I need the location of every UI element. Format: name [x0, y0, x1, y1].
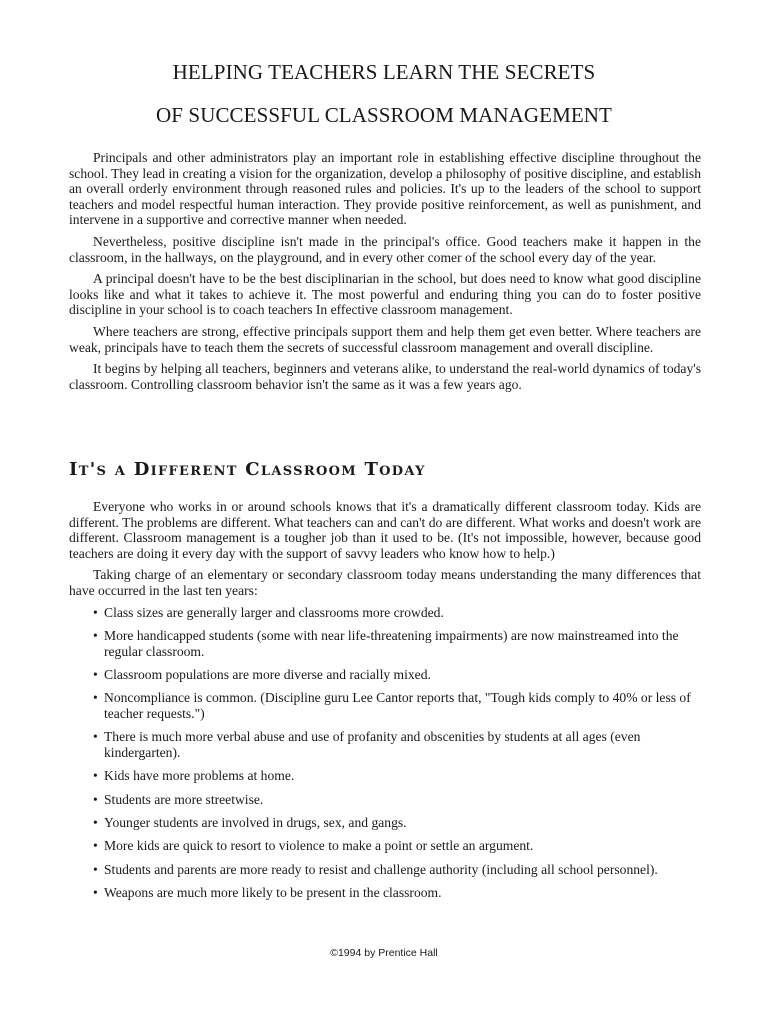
- title-line-2: OF SUCCESSFUL CLASSROOM MANAGEMENT: [156, 103, 612, 127]
- list-item: [69, 815, 701, 831]
- bullet-icon: •: [93, 885, 98, 901]
- list-item: [69, 792, 701, 808]
- section-body: [69, 499, 701, 909]
- list-item: [69, 690, 701, 721]
- bullet-icon: •: [93, 815, 98, 831]
- list-item: [69, 862, 701, 878]
- list-item: [69, 768, 701, 784]
- bullet-icon: •: [93, 627, 98, 643]
- differences-list: [69, 605, 701, 901]
- bullet-icon: •: [93, 666, 98, 682]
- list-item: [69, 628, 701, 659]
- section-paragraph: Everyone who works in or around schools knows that it's a dramatically different classroom today. Kids are different. The problems are different. What teachers can and can't do are different. What works and doesn't work are different. Classroom management is a tougher job than it used to be. (It's not impossible, however, because good teachers are doing it every day with the support of savvy leaders who know how to help.): [69, 499, 701, 561]
- bullet-icon: •: [93, 838, 98, 854]
- list-item: [69, 885, 701, 901]
- list-item: [69, 729, 701, 760]
- list-item-text: Class sizes are generally larger and classrooms more crowded.: [104, 604, 444, 620]
- intro-paragraph: Where teachers are strong, effective principals support them and help them get even better. Where teachers are weak, principals have to teach them the secrets of successful classroom management and overall discipline.: [69, 323, 701, 355]
- bullet-icon: •: [93, 604, 98, 620]
- bullet-icon: •: [93, 768, 98, 784]
- bullet-icon: •: [93, 791, 98, 807]
- intro-paragraph: Principals and other administrators play an important role in establishing effective discipline throughout the school. They lead in creating a vision for the organization, develop a philosophy of positive discipline, and establish an overall orderly environment through reasoned rules and policies. It's up to the leaders of the school to support teachers and model respectful human interaction. They provide positive reinforcement, as well as punishment, and intervene in a supportive and corrective manner when needed.: [69, 150, 701, 228]
- list-item-text: More handicapped students (some with near life-threatening impairments) are now mainstreamed into the regular classroom.: [104, 627, 679, 659]
- bullet-icon: •: [93, 861, 98, 877]
- list-item-text: Younger students are involved in drugs, sex, and gangs.: [104, 815, 407, 831]
- list-item-text: More kids are quick to resort to violence to make a point or settle an argument.: [104, 838, 534, 854]
- list-item-text: Kids have more problems at home.: [104, 768, 295, 784]
- section-heading: It's a Different Classroom Today: [69, 459, 426, 480]
- intro-section: [69, 150, 701, 398]
- bullet-icon: •: [93, 690, 98, 706]
- list-item: [69, 605, 701, 621]
- list-item: [69, 667, 701, 683]
- list-item-text: There is much more verbal abuse and use of profanity and obscenities by students at all ages (even kindergarten).: [104, 729, 641, 760]
- intro-paragraph: It begins by helping all teachers, beginners and veterans alike, to understand the real-world dynamics of today's classroom. Controlling classroom behavior isn't the same as it was a few years ago.: [69, 361, 701, 392]
- title-line-1: HELPING TEACHERS LEARN THE SECRETS: [172, 60, 596, 84]
- bullet-icon: •: [93, 729, 98, 745]
- copyright-footer: ©1994 by Prentice Hall: [330, 947, 438, 959]
- intro-paragraph: A principal doesn't have to be the best disciplinarian in the school, but does need to know what good discipline looks like and what it takes to achieve it. The most powerful and enduring thing you can do to foster positive discipline in your school is to coach teachers In effective classroom management.: [69, 271, 701, 318]
- section-paragraph: Taking charge of an elementary or secondary classroom today means understanding the many differences that have occurred in the last ten years:: [69, 567, 701, 598]
- list-item: [69, 838, 701, 854]
- list-item-text: Classroom populations are more diverse and racially mixed.: [104, 666, 431, 682]
- list-item-text: Students and parents are more ready to resist and challenge authority (including all school personnel).: [104, 861, 658, 877]
- list-item-text: Noncompliance is common. (Discipline guru Lee Cantor reports that, "Tough kids comply to 40% or less of teacher requests."): [104, 690, 691, 721]
- list-item-text: Students are more streetwise.: [104, 791, 264, 807]
- list-item-text: Weapons are much more likely to be present in the classroom.: [104, 885, 442, 901]
- intro-paragraph: Nevertheless, positive discipline isn't made in the principal's office. Good teachers make it happen in the classroom, in the hallways, on the playground, and in every other comer of the school every day of the year.: [69, 233, 701, 265]
